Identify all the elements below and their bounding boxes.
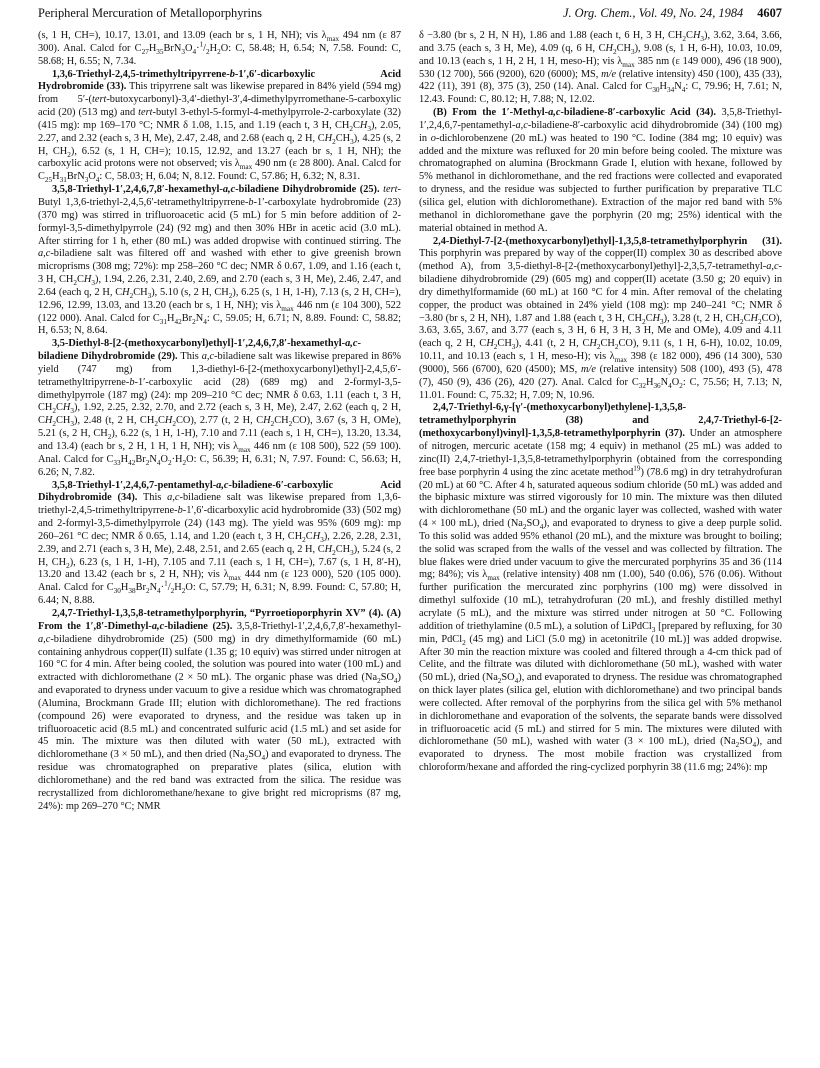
journal-name: J. Org. Chem., Vol. 49, No. 24, 1984 [562,6,744,20]
paragraph: 3,5-Diethyl-8-[2-(methoxycarbonyl)ethyl]-1′,2,4,6,7,8′-hexamethyl-a,c-biladiene Dihydrobromide (29). This a,c-biladiene salt was likewise prepared in 86% yield (747 mg) from 1,3-diethyl-6-[2-(methoxycarbonyl)ethyl]-2,4,5,6′-tetramethyltripyrrene-b-1′-carboxylic acid (28) (689 mg) and 2-formyl-3,5-dimethylpyrrole (187 mg) (24): mp 209–210 °C dec; NMR δ 0.63, 1.11 (each t, 3 H, $CH_2CH_3$), 1.92, 2.25, 2.32, 2.70, and 2.72 (each s, 3 H, Me), 2.47, 2.62 (each q, 2 H, $CH_2CH_3$), 2.48 (t, 2 H, $CH_2CH_2CO$), 2.77 (t, 2 H, $CH_2CH_2CO$), 3.67 (s, 3 H, OMe), 5.21 (s, 2 H, $CH_2$), 6.22 (s, 1 H, 1-H), 7.10 and 7.11 (each s, 1 H, CH=), 13.20, 13.34, and 13.4) (each br s, 2 H, 1 H, 1 H, NH); vis $\lambda_{max}$ 446 nm (ε 108 500), 522 (59 100). Anal. Calcd for $C_{33}H_{42}Br_2N_4O_2\cdot H_2O$: C, 56.39; H, 6.31; N, 7.97. Found: C, 56.63; H, 6.26; N, 7.82. [38,338,401,478]
page-number: 4607 [757,6,782,20]
running-header [38,6,782,26]
running-title: Peripheral Mercuration of Metalloporphyrins [38,6,262,20]
right-column [419,30,782,1062]
paragraph: 2,4,7-Triethyl-1,3,5,8-tetramethylporphyrin, “Pyrroetioporphyrin XV” (4). (A) From the 1′,8′-Dimethyl-a,c-biladiene (25). 3,5,8-Triethyl-1′,2,4,6,7,8′-hexamethyl-a,c-biladiene dihydrobromide (25) (500 mg) in dry dimethylformamide (60 mL) containing anhydrous copper(II) sulfate (1.35 g; 10 equiv) was stirred under nitrogen at 160 °C for 4 min. After being cooled, the solution was poured into water (100 mL) and extracted with dichloromethane (2 × 50 mL). The organic phase was dried $(Na_2SO_4)$ and evaporated to dryness under vacuum to give a residue which was chromatographed (Alumina, Brockmann Grade III; elution with dichloromethane). The red fractions (compound 26) were evaporated to dryness, and the residue was taken up in trifluoroacetic acid (8.5 mL) and concentrated sulfuric acid (1.5 mL) and set aside for 45 min. The mixture was then diluted with water (50 mL), extracted with dichloromethane (3 × 50 mL), and then dried $(Na_2SO_4)$ and evaporated to dryness. The residue was chromatographed on preparative plates (silica, elution with dichloromethane) and the red band was extracted from the silica. The residue was recrystallized from dichloromethane/hexane to give bright red microprisms (87 mg, 24%): mp 269–270 °C; NMR [38,607,401,812]
paragraph: 2,4-Diethyl-7-[2-(methoxycarbonyl)ethyl]-1,3,5,8-tetramethylporphyrin (31). This porphyrin was prepared by way of the copper(II) complex 30 as described above (method A), from 3,5-diethyl-8-[2-(methoxycarbonyl)ethyl]-2,3,5,7-tetramethyl-a,c-biladiene dihydrobromide (29) (605 mg) and copper(II) acetate (3.50 g; 20 equiv) in dry dimethylformamide (60 mL) at 160 °C for 4 min. After removal of the chelating copper, the product was obtained in 24% yield (108 mg): mp 240–241 °C; NMR δ −3.80 (br s, 2 H, NH), 1.87 and 1.88 (each t, 3 H, $CH_2CH_3$), 3.28 (t, 2 H, $CH_2CH_2CO$), 3.63, 3.65, 3.67, and 3.77 (each s, 3 H, 6 H, 3 H, 3 H, Me and OMe), 4.09 and 4.11 (each q, 2 H, $CH_2CH_3$), 4.41 (t, 2 H, $CH_2CH_2CO$), 9.11 (s, 1 H, 6-H), 10.02, 10.09, 10.11, and 10.13 (each s, 1 H, meso-H); vis $\lambda_{max}$ 398 (ε 182 000), 496 (14 300), 530 (9000), 566 (6700), 620 (4500); MS, m/e (relative intensity) 508 (100), 493 (5), 478 (7), 450 (9), 436 (26), 420 (27). Anal. Calcd for $C_{32}H_{36}N_4O_2$: C, 75.56; H, 7.13; N, 11.01. Found: C, 75.32; H, 7.09; N, 10.96. [419,235,782,401]
paragraph: δ −3.80 (br s, 2 H, N H), 1.86 and 1.88 (each t, 6 H, 3 H, $CH_2CH_3$), 3.62, 3.64, 3.66, and 3.75 (each s, 3 H, Me), 4.09 (q, 6 H, $CH_2CH_3$), 9.08 (s, 1 H, 6-H), 10.03, 10.09, and 10.13 (each s, 1 H, 2 H, 1 H, meso-H); vis $\lambda_{max}$ 385 nm (ε 149 000), 496 (18 900), 530 (12 700), 566 (9200), 620 (6000); MS, m/e (relative intensity) 450 (100), 435 (33), 422 (11), 391 (8), 375 (3), 250 (14). Anal. Calcd for $C_{30}H_{34}N_4$: C, 79.96; H, 7.61; N, 12.43. Found: C, 80.12; H, 7.88; N, 12.02. [419,30,782,106]
paragraph: 2,4,7-Triethyl-6,γ-[γ′-(methoxycarbonyl)ethylene]-1,3,5,8-tetramethylporphyrin (38) and 2,4,7-Triethyl-6-[2-(methoxycarbonyl)vinyl]-1,3,5,8-tetramethylporphyrin (37). Under an atmosphere of nitrogen, mercuric acetate (158 mg; 4 equiv) in methanol (25 mL) was added to zinc(II) 2,4,7-triethyl-1,3,5,8-tetramethylporphyrin (obtained from the corresponding free base porphyrin 4 using the zinc acetate method$^{19}$) (78.6 mg) in dry tetrahydrofuran (20 mL) at 60 °C. After 4 h, saturated aqueous sodium chloride (50 mL) was added and the biphasic mixture was stirred vigorously for 10 min. The mixture was then diluted with dichloromethane (50 mL) and the organic layer was collected, washed with water (4 × 100 mL), dried $(Na_2SO_4)$, and evaporated to dryness to give a deep purple solid. To this solid was added 95% ethanol (20 mL), and the mixture was brought to boiling; the solid was scraped from the walls of the vessel and was collected by filtration. The blue flakes were dried under vacuum to give the mercurated porphyrins 35 and 36 (114 mg; 84%); vis $\lambda_{max}$ (relative intensity) 408 nm (1.00), 540 (0.06), 576 (0.06). Without further purification the mercurated zinc porphyrins (100 mg) were dissolved in dimethyl sulfoxide (10 mL), tetrahydrofuran (20 mL), and freshly distilled methyl acrylate (5 mL), and the mixture was stirred under nitrogen at 50 °C. Following addition of triethylamine (0.5 mL), a solution of LiPdCl$_3$ [prepared by refluxing, for 30 min, PdCl$_2$ (45 mg) and LiCl (5.0 mg) in acetonitrile (10 mL)] was added dropwise. After 30 min the reaction mixture was cooled and filtered through a 4-cm thick pad of Celite, and the filtrate was diluted with dichloromethane (50 mL), washed with water (50 mL), dried $(Na_2SO_4)$, and evaporated to dryness. The residue was chromatographed on thick layer plates (silica gel, elution with dichloromethane) and two principal bands were collected. After removal of the porphyrins from the silica gel with 5% methanol in dichloromethane and evaporation of the solvents, the separate bands were dissolved in trifluoroacetic acid (5 mL) and stirred for 5 min. The mixtures were diluted with dichloromethane (50 mL), washed with water (3 × 100 mL), dried $(Na_2SO_4)$, and evaporated to dryness. The most mobile fraction was crystallized from chloroform/hexane and afforded the ring-cyclized porphyrin 38 (11.6 mg; 24%): mp [419,402,782,774]
paragraph: (B) From the 1′-Methyl-a,c-biladiene-8′-carboxylic Acid (34). 3,5,8-Triethyl-1′,2,4,6,7-pentamethyl-a,c-biladiene-8′-carboxylic acid dihydrobromide (34) (100 mg) in o-dichlorobenzene (20 mL) was heated to 190 °C. Iodine (384 mg; 10 equiv) was added and the mixture was refluxed for 20 min before being cooled. The mixture was chromatographed on alumina (Brockmann Grade I, elution with hexane, followed by 5% methanol in dichloromethane, and the red fractions were collected and evaporated to dryness, and the residue was subjected to further purification by preparative TLC (silica gel, elution with dichloromethane). Extraction of the major red band with 5% methanol in dichloromethane gave the porphyrin (20 mg; 25%) identical with the material obtained in method A. [419,107,782,234]
paragraph: 3,5,8-Triethyl-1′,2,4,6,7,8′-hexamethyl-a,c-biladiene Dihydrobromide (25). tert-Butyl 1,3,6-triethyl-2,4,5,6′-tetramethyltripyrrene-b-1′-carboxylate hydrobromide (23) (370 mg) was stirred in trifluoroacetic acid (5 mL) for 5 min before addition of 2-formyl-3,5-dimethylpyrrole (24) (92 mg) and then 30% HBr in acetic acid (3.0 mL). After stirring for 1 h, ether (80 mL) was added dropwise with continued stirring. The a,c-biladiene salt was filtered off and washed with ether to give greenish brown microprisms (308 mg; 72%): mp 258–260 °C dec; NMR δ 0.67, 1.09, and 1.16 (each t, 3 H, $CH_2CH_3$), 1.94, 2.26, 2.31, 2.40, 2.69, and 2.70 (each s, 3 H, Me), 2.46, 2.47, and 2.64 (each q, 2 H, $CH_2CH_3$), 5.10 (s, 2 H, $CH_2$), 6.25 (s, 1 H, 1-H), 7.13 (s, 2 H, CH=), 12.96, 12.99, 13.03, and 13.20 (each br s, 1 H, NH); vis $\lambda_{max}$ 446 nm (ε 104 300), 522 (122 000). Anal. Calcd for $C_{31}H_{42}Br_2N_4$: C, 59.05; H, 6.71; N, 8.89. Found: C, 58.82; H, 6.53; N, 8.64. [38,184,401,337]
journal-citation [563,6,782,21]
left-column [38,30,401,1062]
paragraph: 1,3,6-Triethyl-2,4,5-trimethyltripyrrene-b-1′,6′-dicarboxylic Acid Hydrobromide (33). This tripyrrene salt was likewise prepared in 84% yield (594 mg) from 5′-(tert-butoxycarbonyl)-3,4′-diethyl-3′,4-dimethylpyrromethane-5-carboxylic acid (20) (513 mg) and tert-butyl 3-ethyl-5-formyl-4-methylpyrrole-2-carboxylate (32) (415 mg): mp 169–170 °C; NMR δ 1.08, 1.15, and 1.19 (each t, 3 H, $CH_2CH_3$), 2.05, 2.27, and 2.32 (each s, 3 H, Me), 2.47, 2.48, and 2.68 (each q, 2 H, $CH_2CH_3$), 4.25 (s, 2 H, $CH_2$), 6.52 (s, 1 H, CH=); 10.15, 12.92, and 13.27 (each br s, 1 H, NH); the carboxylic acid protons were not observed; vis $\lambda_{max}$ 490 nm (ε 28 800). Anal. Calcd for $C_{25}H_{31}BrN_3O_4$: C, 58.03; H, 6.04; N, 8.12. Found: C, 57.86; H, 6.32; N, 8.31. [38,68,401,185]
paragraph: (s, 1 H, CH=), 10.17, 13.01, and 13.09 (each br s, 1 H, NH); vis $\lambda_{max}$ 494 nm (ε 87 300). Anal. Calcd for $C_{27}H_{35}BrN_3O_4\cdot^1/_2H_2O$: C, 58.48; H, 6.54; N, 7.58. Found: C, 58.68; H, 6.55; N, 7.34. [38,30,401,67]
paragraph: 3,5,8-Triethyl-1′,2,4,6,7-pentamethyl-a,c-biladiene-6′-carboxylic Acid Dihydrobromide (34). This a,c-biladiene salt was likewise prepared from 1,3,6-triethyl-2,4,5-trimethyltripyrrene-b-1′,6′-dicarboxylic acid hydrobromide (33) (502 mg) and 2-formyl-3,5-dimethylpyrrole (24) (143 mg). The yield was 95% (609 mg): mp 260–261 °C dec; NMR δ 0.65, 1.14, and 1.20 (each t, 3 H, $CH_2CH_3$), 2.26, 2.28, 2.31, 2.39, and 2.71 (each s, 3 H, Me), 2.48, 2.51, and 2.65 (each q, 2 H, $CH_2CH_3$), 5.24 (s, 2 H, $CH_2$), 6.23 (s, 1 H, 1-H), 7.105 and 7.11 (each s, 1 H, CH=), 7.67 (s, 1 H, 8′-H), 13.20 and 13.42 (each br s, 2 H, NH); vis $\lambda_{max}$ 444 nm (ε 123 000), 520 (105 000). Anal. Calcd for $C_{30}H_{38}Br_2N_4\cdot^1/_2H_2O$: C, 57.79; H, 6.31; N, 8.99. Found: C, 57.80; H, 6.44; N, 8.88. [38,479,401,607]
